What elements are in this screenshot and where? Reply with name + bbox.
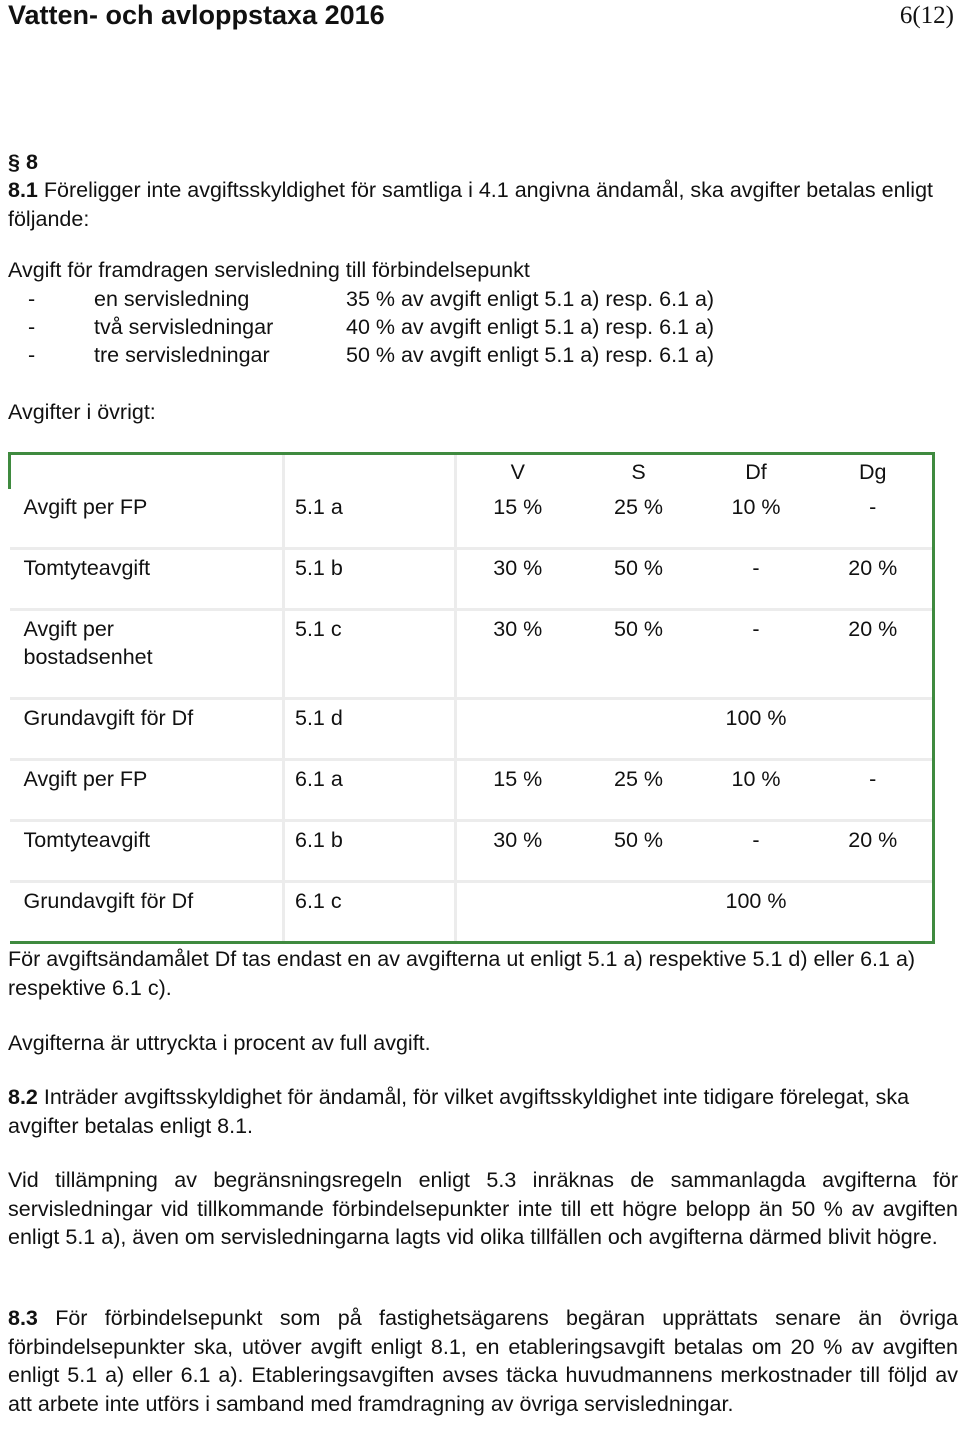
row-ref: 6.1 b [284,821,456,882]
row-label: Avgift per FP [10,760,284,821]
column-header-s: S [579,454,699,490]
cell-df: - [699,821,814,882]
row-label: Tomtyteavgift [10,821,284,882]
table-row [10,489,934,549]
paragraph-8-2 [8,1083,958,1140]
ovrigt-heading: Avgifter i övrigt: [8,400,156,424]
cell-v: 30 % [456,549,579,610]
table-row [10,699,934,760]
row-ref: 5.1 a [284,489,456,549]
cell-dg: - [814,489,934,549]
list-dash: - [28,287,36,311]
note-percent: Avgifterna är uttryckta i procent av full avgift. [8,1031,431,1055]
list-dash: - [28,343,36,367]
servis-item-text: 50 % av avgift enligt 5.1 a) resp. 6.1 a) [346,343,715,367]
servis-item-label: tre servisledningar [94,343,270,367]
row-ref: 5.1 d [284,699,456,760]
table-row [10,882,934,943]
servis-item-label: två servisledningar [94,315,274,339]
servis-item [0,287,960,317]
column-header-v: V [456,454,579,490]
cell-df: 100 % [699,882,814,943]
paragraph-begransning: Vid tillämpning av begränsningsregeln enligt 5.3 inräknas de sammanlagda avgifterna för servisledningar vid tillkommande förbindelsepunkter inte till ett högre belopp än 50 % av avgiften enligt 5.1 a), även om servisledningarna lagts vid olika tillfällen och avgifterna därmed blivit högre. [8,1168,958,1249]
cell-v: 15 % [456,489,579,549]
cell-s: 50 % [579,549,699,610]
cell-dg: 20 % [814,610,934,699]
table-header-row [10,454,934,490]
section-number: 8 [25,150,38,174]
section-symbol: § [8,150,20,174]
cell-v: 15 % [456,760,579,821]
cell-v: 30 % [456,610,579,699]
row-label: Avgift per FP [23,495,148,519]
row-ref: 5.1 c [284,610,456,699]
clause-number: 8.3 [8,1306,38,1330]
column-header-df: Df [699,454,814,490]
cell-dg: 20 % [814,549,934,610]
clause-text: För förbindelsepunkt som på fastighetsägarens begäran upprättats senare än övriga förbindelsepunkter ska, utöver avgift enligt 8.1, en etableringsavgift betalas om 20 % av avgiften enligt 5.1 a) eller 6.1 a). Etableringsavgiften avses täcka huvudmannens merkostnader till följd av att arbete inte utförs i samband med framdragning av övriga servisledningar. [8,1306,958,1416]
column-header-dg: Dg [814,454,934,490]
cell-df: - [699,610,814,699]
clause-text: Föreligger inte avgiftsskyldighet för samtliga i 4.1 angivna ändamål, ska avgifter betalas enligt följande: [8,178,934,231]
row-label: Tomtyteavgift [10,549,284,610]
cell-df: - [699,549,814,610]
table-row [10,549,934,610]
cell-s: 25 % [579,760,699,821]
clause-text: Inträder avgiftsskyldighet för ändamål, för vilket avgiftsskyldighet inte tidigare förelegat, ska avgifter betalas enligt 8.1. [8,1085,910,1138]
list-dash: - [28,315,36,339]
row-ref: 6.1 c [284,882,456,943]
cell-df: 10 % [731,495,781,519]
section-heading [8,150,38,175]
fee-table [8,452,935,944]
servis-item-text: 40 % av avgift enligt 5.1 a) resp. 6.1 a) [346,315,715,339]
row-label: Grundavgift för Df [10,699,284,760]
cell-df: 100 % [699,699,814,760]
cell-df: 10 % [699,760,814,821]
servis-item [0,343,960,373]
servis-item-text: 35 % av avgift enligt 5.1 a) resp. 6.1 a) [346,287,715,311]
servis-heading: Avgift för framdragen servisledning till förbindelsepunkt [8,258,530,282]
cell-s: 25 % [613,495,663,519]
cell-s: 50 % [579,610,699,699]
table-row [10,821,934,882]
servis-item-label: en servisledning [94,287,250,311]
cell-dg: 20 % [814,821,934,882]
document-title: Vatten- och avloppstaxa 2016 [8,0,385,30]
table-row [10,760,934,821]
note-df: För avgiftsändamålet Df tas endast en av avgifterna ut enligt 5.1 a) respektive 5.1 d) eller 6.1 a) respektive 6.1 c). [8,947,916,1000]
cell-v: 30 % [456,821,579,882]
row-label: Grundavgift för Df [10,882,284,943]
cell-dg: - [814,760,934,821]
table-row [10,610,934,699]
row-label-line: Avgift per [23,617,114,641]
cell-s: 50 % [579,821,699,882]
clause-number: 8.2 [8,1085,38,1109]
row-label [10,610,284,699]
row-ref: 5.1 b [284,549,456,610]
row-label-line: bostadsenhet [23,645,153,669]
clause-number: 8.1 [8,178,38,202]
paragraph-8-3 [8,1304,958,1418]
servis-item [0,315,960,345]
page-number: 6(12) [899,2,954,29]
row-ref: 6.1 a [284,760,456,821]
paragraph-8-1 [8,176,958,233]
